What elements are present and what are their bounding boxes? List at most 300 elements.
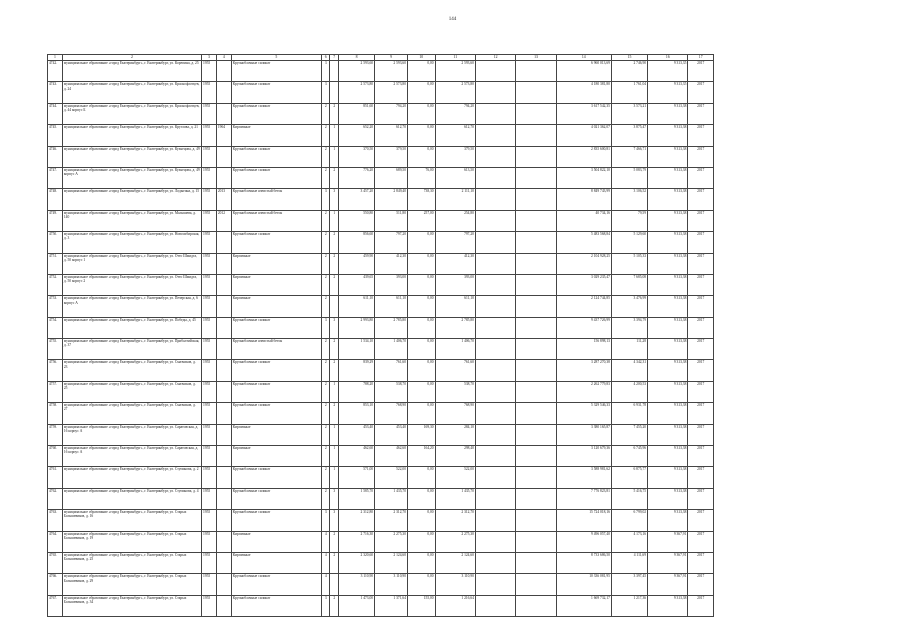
- total-area-cell: 1 473,00: [338, 595, 374, 616]
- municipal-area-cell: 794,20: [435, 103, 475, 124]
- living-area-cell: 2 275,30: [375, 531, 408, 552]
- col-13-cell: [516, 595, 556, 616]
- municipal-area-cell: 2 573,80: [435, 82, 475, 103]
- private-area-cell: 257,00: [408, 210, 436, 231]
- municipal-area-cell: 379,50: [435, 146, 475, 167]
- repair-cost-cell: 40 734,16: [556, 210, 611, 231]
- repair-cost-cell: 6 960 013,69: [556, 61, 611, 82]
- living-area-cell: 3 110,90: [375, 574, 408, 595]
- col-12-cell: [475, 82, 515, 103]
- total-area-cell: 2 716,30: [338, 531, 374, 552]
- repair-cost-cell: 3 120 679,36: [556, 446, 611, 467]
- total-area-cell: 2 573,80: [338, 82, 374, 103]
- repair-year-cell: 2017: [688, 403, 714, 424]
- limit-cost-cell: 9 313,38: [648, 317, 688, 338]
- living-area-cell: 511,80: [375, 210, 408, 231]
- col-13-cell: [516, 146, 556, 167]
- repair-cost-cell: 3 029 235,47: [556, 274, 611, 295]
- municipal-area-cell: 2 593,60: [435, 61, 475, 82]
- year-built-cell: 1955: [202, 488, 217, 509]
- total-area-cell: 1 585,70: [338, 488, 374, 509]
- entrances-cell: 3: [330, 488, 338, 509]
- row-number-cell: 4743.: [48, 82, 63, 103]
- repair-year-cell: 2017: [688, 210, 714, 231]
- limit-cost-cell: 9 313,38: [648, 467, 688, 488]
- year-commissioned-cell: [216, 296, 231, 317]
- year-built-cell: 1955: [202, 189, 217, 210]
- private-area-cell: 0,00: [408, 488, 436, 509]
- limit-cost-cell: 9 313,35: [648, 82, 688, 103]
- municipal-area-cell: 1 435,70: [435, 488, 475, 509]
- row-number-cell: 4747.: [48, 167, 63, 188]
- living-area-cell: 2 849,40: [375, 189, 408, 210]
- living-area-cell: 1 435,70: [375, 488, 408, 509]
- year-built-cell: 1955: [202, 232, 217, 253]
- private-area-cell: 0,00: [408, 339, 436, 360]
- entrances-cell: [330, 296, 338, 317]
- col-12-cell: [475, 167, 515, 188]
- column-number-3: 3: [202, 55, 217, 61]
- owner-address-cell: муниципальное образование «город Екатеринбург», г. Екатеринбург, ул. Краснофлотцев, д. 24: [62, 82, 201, 103]
- cost-per-sqm-cell: 6 745,96: [611, 446, 647, 467]
- col-12-cell: [475, 296, 515, 317]
- floors-cell: 4: [322, 531, 330, 552]
- municipal-area-cell: 613,50: [435, 167, 475, 188]
- owner-address-cell: муниципальное образование «город Екатеринбург», г. Екатеринбург, ул. Печерская, д. 6 корпус А: [62, 296, 201, 317]
- wall-material-cell: Крупноблочные силикат: [231, 381, 321, 402]
- cost-per-sqm-cell: 7 685,08: [611, 274, 647, 295]
- floors-cell: 2: [322, 339, 330, 360]
- living-area-cell: 768,90: [375, 403, 408, 424]
- repair-cost-cell: 2 124 744,85: [556, 296, 611, 317]
- col-12-cell: [475, 552, 515, 573]
- entrances-cell: 1: [330, 146, 338, 167]
- floors-cell: 3: [322, 82, 330, 103]
- living-area-cell: 412,30: [375, 253, 408, 274]
- cost-per-sqm-cell: 4 200,53: [611, 381, 647, 402]
- col-13-cell: [516, 531, 556, 552]
- repair-year-cell: 2017: [688, 125, 714, 146]
- year-commissioned-cell: [216, 403, 231, 424]
- repair-year-cell: 2017: [688, 381, 714, 402]
- table-row: [48, 488, 714, 509]
- table-row: [48, 253, 714, 274]
- table-row: [48, 467, 714, 488]
- repair-cost-cell: 2 835 600,81: [556, 146, 611, 167]
- living-area-cell: 462,60: [375, 446, 408, 467]
- repair-cost-cell: 2 104 928,25: [556, 253, 611, 274]
- municipal-area-cell: 797,20: [435, 232, 475, 253]
- year-built-cell: 1955: [202, 125, 217, 146]
- column-number-1: 1: [48, 55, 63, 61]
- table-row: [48, 531, 714, 552]
- row-number-cell: 4750.: [48, 232, 63, 253]
- year-built-cell: 1955: [202, 446, 217, 467]
- private-area-cell: 0,00: [408, 467, 436, 488]
- municipal-area-cell: 3 110,90: [435, 574, 475, 595]
- municipal-area-cell: 522,00: [435, 467, 475, 488]
- living-area-cell: 538,70: [375, 381, 408, 402]
- repair-year-cell: 2017: [688, 467, 714, 488]
- col-12-cell: [475, 381, 515, 402]
- private-area-cell: 0,00: [408, 146, 436, 167]
- limit-cost-cell: 9 313,38: [648, 339, 688, 360]
- living-area-cell: 2 124,60: [375, 552, 408, 573]
- repair-cost-cell: 3 504 822,10: [556, 167, 611, 188]
- owner-address-cell: муниципальное образование «город Екатеринбург», г. Екатеринбург, ул. Круглова, д. 21: [62, 125, 201, 146]
- col-12-cell: [475, 595, 515, 616]
- living-area-cell: 689,50: [375, 167, 408, 188]
- repair-year-cell: 2017: [688, 360, 714, 381]
- col-12-cell: [475, 339, 515, 360]
- year-commissioned-cell: [216, 424, 231, 445]
- total-area-cell: 853,10: [338, 403, 374, 424]
- year-built-cell: 1955: [202, 552, 217, 573]
- limit-cost-cell: 9 313,38: [648, 510, 688, 531]
- repair-year-cell: 2017: [688, 510, 714, 531]
- limit-cost-cell: 9 313,38: [648, 146, 688, 167]
- wall-material-cell: Крупноблочные силикат: [231, 574, 321, 595]
- entrances-cell: 2: [330, 103, 338, 124]
- living-area-cell: 379,50: [375, 146, 408, 167]
- row-number-cell: 4754.: [48, 317, 63, 338]
- living-area-cell: 2 593,60: [375, 61, 408, 82]
- wall-material-cell: Кирпичные: [231, 531, 321, 552]
- entrances-cell: [330, 82, 338, 103]
- col-12-cell: [475, 424, 515, 445]
- entrances-cell: 1: [330, 381, 338, 402]
- owner-address-cell: муниципальное образование «город Екатеринбург», г. Екатеринбург, ул. Саратовская, д. 16 корпус А: [62, 424, 201, 445]
- repair-cost-cell: 5 483 568,84: [556, 232, 611, 253]
- wall-material-cell: Кирпичные: [231, 296, 321, 317]
- private-area-cell: 0,00: [408, 574, 436, 595]
- owner-address-cell: муниципальное образование «город Екатеринбург», г. Екатеринбург, ул. Смазчиков, д. 25: [62, 381, 201, 402]
- total-area-cell: 2 993,80: [338, 317, 374, 338]
- year-commissioned-cell: 2013: [216, 189, 231, 210]
- owner-address-cell: муниципальное образование «город Екатеринбург», г. Екатеринбург, ул. Кузнецова, д. 49: [62, 146, 201, 167]
- col-12-cell: [475, 146, 515, 167]
- year-commissioned-cell: [216, 510, 231, 531]
- year-built-cell: 1955: [202, 403, 217, 424]
- repair-cost-cell: 10 336 081,95: [556, 574, 611, 595]
- limit-cost-cell: 9 313,38: [648, 167, 688, 188]
- municipal-area-cell: 284,10: [435, 424, 475, 445]
- col-13-cell: [516, 552, 556, 573]
- housing-register-table: [47, 54, 714, 617]
- repair-year-cell: 2017: [688, 488, 714, 509]
- year-built-cell: 1955: [202, 317, 217, 338]
- floors-cell: 2: [322, 146, 330, 167]
- floors-cell: 4: [322, 552, 330, 573]
- col-12-cell: [475, 253, 515, 274]
- private-area-cell: 738,30: [408, 189, 436, 210]
- row-number-cell: 4762.: [48, 488, 63, 509]
- col-12-cell: [475, 467, 515, 488]
- column-number-15: 15: [611, 55, 647, 61]
- repair-year-cell: 2017: [688, 317, 714, 338]
- wall-material-cell: Крупноблочные силикат: [231, 488, 321, 509]
- municipal-area-cell: 2 312,70: [435, 510, 475, 531]
- wall-material-cell: Кирпичные: [231, 424, 321, 445]
- municipal-area-cell: 2 111,10: [435, 189, 475, 210]
- municipal-area-cell: 768,90: [435, 403, 475, 424]
- entrances-cell: 2: [330, 232, 338, 253]
- limit-cost-cell: 9 367,91: [648, 574, 688, 595]
- table-row: [48, 360, 714, 381]
- year-built-cell: 1955: [202, 595, 217, 616]
- wall-material-cell: Крупноблочные силикат: [231, 360, 321, 381]
- private-area-cell: 0,00: [408, 381, 436, 402]
- owner-address-cell: муниципальное образование «город Екатеринбург», г. Екатеринбург, ул. Отто Шмидта, д. 50 корпус 2: [62, 274, 201, 295]
- floors-cell: 4: [322, 574, 330, 595]
- row-number-cell: 4749.: [48, 210, 63, 231]
- repair-year-cell: 2017: [688, 531, 714, 552]
- column-number-13: 13: [516, 55, 556, 61]
- year-commissioned-cell: [216, 446, 231, 467]
- table-row: [48, 552, 714, 573]
- total-area-cell: 851,60: [338, 103, 374, 124]
- private-area-cell: 0,00: [408, 360, 436, 381]
- col-13-cell: [516, 210, 556, 231]
- entrances-cell: 1: [330, 424, 338, 445]
- floors-cell: 3: [322, 510, 330, 531]
- cost-per-sqm-cell: 7 466,71: [611, 146, 647, 167]
- living-area-cell: 2 312,70: [375, 510, 408, 531]
- total-area-cell: 776,20: [338, 167, 374, 188]
- floors-cell: 2: [322, 296, 330, 317]
- private-area-cell: 0,00: [408, 510, 436, 531]
- municipal-area-cell: 1 216,64: [435, 595, 475, 616]
- floors-cell: 2: [322, 103, 330, 124]
- year-commissioned-cell: [216, 103, 231, 124]
- cost-per-sqm-cell: 6 931,78: [611, 403, 647, 424]
- wall-material-cell: Крупноблочные силикат: [231, 510, 321, 531]
- year-commissioned-cell: [216, 381, 231, 402]
- entrances-cell: 3: [330, 317, 338, 338]
- limit-cost-cell: 9 313,38: [648, 296, 688, 317]
- year-built-cell: 1955: [202, 274, 217, 295]
- row-number-cell: 4761.: [48, 467, 63, 488]
- entrances-cell: 2: [330, 403, 338, 424]
- municipal-area-cell: 254,80: [435, 210, 475, 231]
- col-12-cell: [475, 446, 515, 467]
- col-13-cell: [516, 488, 556, 509]
- floors-cell: 2: [322, 253, 330, 274]
- col-12-cell: [475, 360, 515, 381]
- living-area-cell: 797,20: [375, 232, 408, 253]
- year-commissioned-cell: [216, 552, 231, 573]
- table-row: [48, 167, 714, 188]
- municipal-area-cell: 2 124,60: [435, 552, 475, 573]
- owner-address-cell: муниципальное образование «город Екатеринбург», г. Екатеринбург, ул. Смазчиков, д. 23: [62, 360, 201, 381]
- wall-material-cell: Кирпичные: [231, 274, 321, 295]
- total-area-cell: 571,00: [338, 467, 374, 488]
- floors-cell: 2: [322, 403, 330, 424]
- repair-year-cell: 2017: [688, 595, 714, 616]
- year-built-cell: 1955: [202, 424, 217, 445]
- municipal-area-cell: 612,70: [435, 125, 475, 146]
- row-number-cell: 4752.: [48, 274, 63, 295]
- col-13-cell: [516, 189, 556, 210]
- private-area-cell: 0,00: [408, 61, 436, 82]
- private-area-cell: 169,30: [408, 424, 436, 445]
- column-number-9: 9: [375, 55, 408, 61]
- limit-cost-cell: 9 313,38: [648, 595, 688, 616]
- repair-cost-cell: 3 588 981,62: [556, 467, 611, 488]
- table-row: [48, 574, 714, 595]
- row-number-cell: 4759.: [48, 424, 63, 445]
- total-area-cell: 2 593,60: [338, 61, 374, 82]
- year-commissioned-cell: [216, 146, 231, 167]
- cost-per-sqm-cell: 5 416,75: [611, 488, 647, 509]
- entrances-cell: 3: [330, 189, 338, 210]
- row-number-cell: 4751.: [48, 253, 63, 274]
- repair-year-cell: 2017: [688, 189, 714, 210]
- total-area-cell: 439,65: [338, 274, 374, 295]
- repair-cost-cell: 9 496 057,40: [556, 531, 611, 552]
- year-built-cell: 1955: [202, 360, 217, 381]
- total-area-cell: 611,10: [338, 296, 374, 317]
- wall-material-cell: Крупноблочные силикат: [231, 317, 321, 338]
- col-13-cell: [516, 403, 556, 424]
- limit-cost-cell: 9 313,38: [648, 232, 688, 253]
- municipal-area-cell: 611,10: [435, 296, 475, 317]
- owner-address-cell: муниципальное образование «город Екатеринбург», г. Екатеринбург, ул. Смазчиков, д. 27: [62, 403, 201, 424]
- wall-material-cell: Кирпичные: [231, 253, 321, 274]
- table-row: [48, 339, 714, 360]
- cost-per-sqm-cell: 5 105,33: [611, 253, 647, 274]
- limit-cost-cell: 9 313,38: [648, 210, 688, 231]
- year-commissioned-cell: [216, 274, 231, 295]
- wall-material-cell: Крупноблочные силикат: [231, 61, 321, 82]
- column-number-8: 8: [338, 55, 374, 61]
- table-row: [48, 82, 714, 103]
- floors-cell: 2: [322, 488, 330, 509]
- cost-per-sqm-cell: 79,59: [611, 210, 647, 231]
- year-commissioned-cell: [216, 531, 231, 552]
- entrances-cell: 2: [330, 167, 338, 188]
- repair-cost-cell: 5 329 546,33: [556, 403, 611, 424]
- limit-cost-cell: 9 313,38: [648, 360, 688, 381]
- entrances-cell: 1: [330, 125, 338, 146]
- col-13-cell: [516, 446, 556, 467]
- year-built-cell: 1955: [202, 146, 217, 167]
- page-number: 144: [448, 17, 457, 22]
- cost-per-sqm-cell: 7 455,20: [611, 424, 647, 445]
- table-row: [48, 274, 714, 295]
- cost-per-sqm-cell: 6 875,77: [611, 467, 647, 488]
- col-12-cell: [475, 403, 515, 424]
- col-13-cell: [516, 360, 556, 381]
- row-number-cell: 4742.: [48, 61, 63, 82]
- cost-per-sqm-cell: 5 129,60: [611, 232, 647, 253]
- living-area-cell: 761,60: [375, 360, 408, 381]
- repair-cost-cell: 156 898,13: [556, 339, 611, 360]
- municipal-area-cell: 393,00: [435, 274, 475, 295]
- col-12-cell: [475, 574, 515, 595]
- col-13-cell: [516, 296, 556, 317]
- row-number-cell: 4766.: [48, 574, 63, 595]
- owner-address-cell: муниципальное образование «город Екатеринбург», г. Екатеринбург, ул. Прибалтийская, д. 37: [62, 339, 201, 360]
- owner-address-cell: муниципальное образование «город Екатеринбург», г. Екатеринбург, ул. Старых Большевиков, д. 19: [62, 531, 201, 552]
- wall-material-cell: Крупноблочные силикат: [231, 146, 321, 167]
- total-area-cell: 459,90: [338, 253, 374, 274]
- row-number-cell: 4744.: [48, 103, 63, 124]
- total-area-cell: 550,80: [338, 210, 374, 231]
- column-number-6: 6: [322, 55, 330, 61]
- private-area-cell: 0,00: [408, 103, 436, 124]
- table-row: [48, 595, 714, 616]
- entrances-cell: [330, 61, 338, 82]
- table-row: [48, 446, 714, 467]
- year-built-cell: 1955: [202, 210, 217, 231]
- repair-year-cell: 2017: [688, 82, 714, 103]
- repair-year-cell: 2017: [688, 253, 714, 274]
- limit-cost-cell: 9 313,38: [648, 103, 688, 124]
- total-area-cell: 453,40: [338, 424, 374, 445]
- floors-cell: 2: [322, 360, 330, 381]
- floors-cell: 3: [322, 189, 330, 210]
- private-area-cell: 0,00: [408, 531, 436, 552]
- col-13-cell: [516, 61, 556, 82]
- row-number-cell: 4748.: [48, 189, 63, 210]
- repair-cost-cell: 3 380 165,87: [556, 424, 611, 445]
- municipal-area-cell: 761,60: [435, 360, 475, 381]
- private-area-cell: 0,00: [408, 125, 436, 146]
- repair-year-cell: 2017: [688, 232, 714, 253]
- repair-cost-cell: 4 180 381,80: [556, 82, 611, 103]
- owner-address-cell: муниципальное образование «город Екатеринбург», г. Екатеринбург, ул. Победы, д. 45: [62, 317, 201, 338]
- wall-material-cell: Крупноблочные силикат: [231, 167, 321, 188]
- col-13-cell: [516, 381, 556, 402]
- municipal-area-cell: 412,30: [435, 253, 475, 274]
- total-area-cell: 3 110,90: [338, 574, 374, 595]
- repair-cost-cell: 15 724 018,16: [556, 510, 611, 531]
- row-number-cell: 4763.: [48, 510, 63, 531]
- cost-per-sqm-cell: 3 573,21: [611, 103, 647, 124]
- owner-address-cell: муниципальное образование «город Екатеринбург», г. Екатеринбург, ул. Старых Большевиков, д. 29: [62, 574, 201, 595]
- repair-cost-cell: 9 437 726,99: [556, 317, 611, 338]
- col-12-cell: [475, 274, 515, 295]
- living-area-cell: 2 573,80: [375, 82, 408, 103]
- col-13-cell: [516, 167, 556, 188]
- cost-per-sqm-cell: 4 111,69: [611, 552, 647, 573]
- year-commissioned-cell: [216, 467, 231, 488]
- entrances-cell: [330, 574, 338, 595]
- floors-cell: 2: [322, 446, 330, 467]
- col-12-cell: [475, 210, 515, 231]
- year-built-cell: 1955: [202, 82, 217, 103]
- private-area-cell: 0,00: [408, 403, 436, 424]
- wall-material-cell: Крупноблочные силикат: [231, 467, 321, 488]
- entrances-cell: 3: [330, 510, 338, 531]
- total-area-cell: 462,60: [338, 446, 374, 467]
- floors-cell: 2: [322, 467, 330, 488]
- living-area-cell: 611,10: [375, 296, 408, 317]
- limit-cost-cell: 9 313,38: [648, 403, 688, 424]
- municipal-area-cell: 1 406,70: [435, 339, 475, 360]
- col-12-cell: [475, 61, 515, 82]
- private-area-cell: 0,00: [408, 317, 436, 338]
- col-12-cell: [475, 510, 515, 531]
- private-area-cell: 0,00: [408, 296, 436, 317]
- wall-material-cell: Кирпичные: [231, 125, 321, 146]
- wall-material-cell: Крупноблочные силикат: [231, 232, 321, 253]
- cost-per-sqm-cell: 3 397,45: [611, 574, 647, 595]
- year-built-cell: 1955: [202, 574, 217, 595]
- wall-material-cell: Крупноблочные ячеистый бетон: [231, 210, 321, 231]
- entrances-cell: 2: [330, 253, 338, 274]
